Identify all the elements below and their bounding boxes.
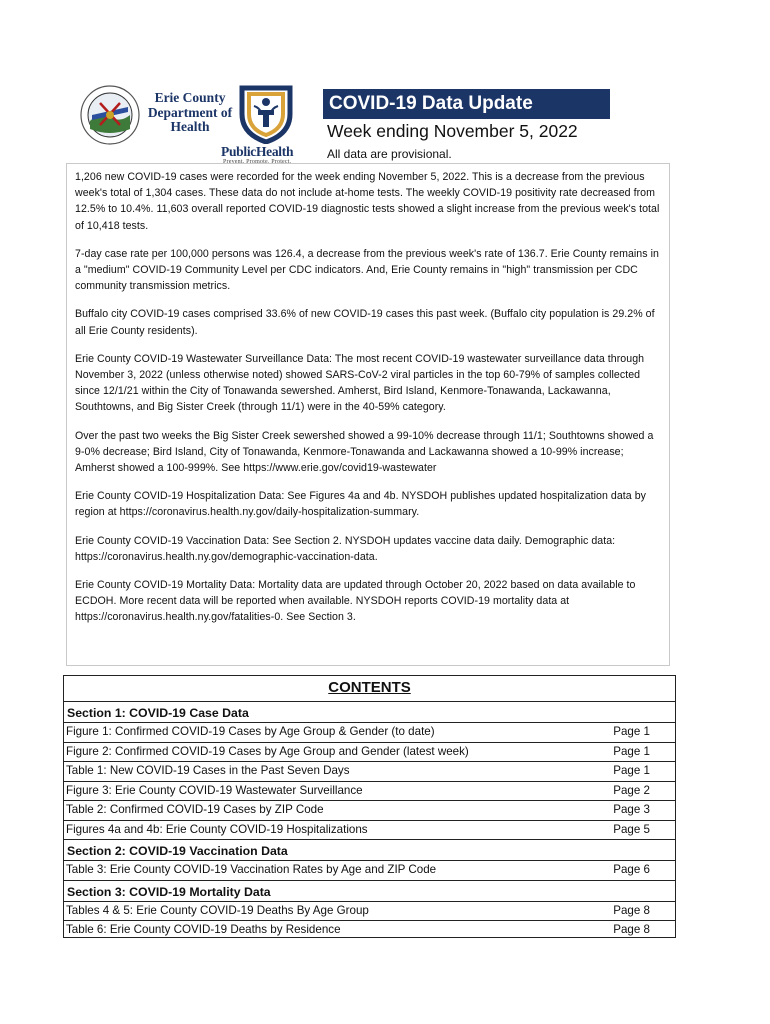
toc-row[interactable]: [64, 782, 675, 802]
report-title-banner: COVID-19 Data Update: [323, 89, 610, 119]
dept-line-1: Erie County: [154, 90, 226, 105]
toc-page: Page 1: [613, 725, 650, 738]
summary-paragraph: Erie County COVID-19 Vaccination Data: See Section 2. NYSDOH updates vaccine data daily. Demographic data: https://coronavirus.health.ny.gov/demographic-vaccination-data.: [75, 534, 616, 563]
summary-paragraph: Erie County COVID-19 Mortality Data: Mortality data are updated through October 20, 2022 based on data available to ECDOH. More recent data will be reported when available. NYSDOH reports COVID-19 mortality data at https://coronavirus.health.ny.gov/fatalities-0. See Section 3.: [75, 579, 636, 624]
toc-label: Figure 3: Erie County COVID-19 Wastewater Surveillance: [66, 783, 363, 797]
toc-page: Page 5: [613, 822, 650, 836]
summary-box: [66, 163, 670, 666]
section-heading: Section 2: COVID-19 Vaccination Data: [64, 840, 675, 861]
toc-label: Table 3: Erie County COVID-19 Vaccination Rates by Age and ZIP Code: [66, 863, 437, 876]
toc-page: Page 1: [613, 764, 650, 777]
contents-table: [63, 675, 676, 938]
dept-line-2: Department of: [147, 104, 233, 120]
toc-row[interactable]: [64, 801, 675, 821]
summary-paragraph: Over the past two weeks the Big Sister Creek sewershed showed a 99-10% decrease through 11/1; Southtowns showed a 9-0% decrease; Bird Island, City of Tonawanda, Kenmore-Tonawanda and Lackawanna showed a 10-99% increase; Amherst showed a 100-999%. See https://www.erie.gov/covid19-wastewater: [75, 429, 654, 475]
toc-label: Table 2: Confirmed COVID-19 Cases by ZIP Code: [66, 803, 324, 816]
toc-page: Page 3: [613, 803, 650, 816]
summary-paragraph: 7-day case rate per 100,000 persons was 126.4, a decrease from the previous week's rate of 136.7. Erie County remains in a "medium" COVID-19 Community Level per CDC indicators. And, Erie County remains in "high" transmission per CDC community transmission metrics.: [75, 247, 659, 293]
toc-page: Page 2: [613, 783, 650, 797]
summary-paragraph: 1,206 new COVID-19 cases were recorded for the week ending November 5, 2022. This is a decrease from the previous week's total of 1,304 cases. These data do not include at-home tests. The weekly COVID-19 positivity rate decreased from 12.5% to 10.4%. 11,603 overall reported COVID-19 diagnostic tests showed a slight increase from the previous week's total of 10,418 tests.: [75, 171, 660, 232]
toc-row[interactable]: [64, 861, 675, 881]
toc-row[interactable]: [64, 723, 675, 743]
public-health-shield-logo: [236, 84, 296, 144]
toc-label: Figures 4a and 4b: Erie County COVID-19 Hospitalizations: [66, 822, 368, 836]
toc-row[interactable]: [64, 902, 675, 922]
section-heading: Section 3: COVID-19 Mortality Data: [64, 881, 675, 902]
contents-title-text: CONTENTS: [328, 679, 411, 696]
toc-label: Figure 2: Confirmed COVID-19 Cases by Age Group and Gender (latest week): [66, 744, 469, 758]
section-heading: Section 1: COVID-19 Case Data: [64, 702, 675, 723]
public-health-wordmark: PublicHealth: [221, 144, 294, 159]
toc-row[interactable]: [64, 921, 675, 940]
provisional-note: All data are provisional.: [327, 147, 452, 161]
toc-page: Page 8: [613, 923, 650, 936]
toc-row[interactable]: [64, 821, 675, 841]
toc-label: Tables 4 & 5: Erie County COVID-19 Deaths By Age Group: [66, 903, 369, 917]
summary-paragraph: Erie County COVID-19 Wastewater Surveillance Data: The most recent COVID-19 wastewater surveillance data through November 3, 2022 (unless otherwise noted) showed SARS-CoV-2 viral particles in the top 60-79% of samples collected since 12/1/21 within the City of Tonawanda sewershed. Amherst, Bird Island, Kenmore-Tonawanda, Lackawanna, Southtowns, and Big Sister Creek (through 11/1) were in the 40-59% category.: [75, 352, 645, 414]
summary-paragraph: Buffalo city COVID-19 cases comprised 33.6% of new COVID-19 cases this past week. (Buffalo city population is 29.2% of all Erie County residents).: [75, 308, 655, 337]
toc-row[interactable]: [64, 762, 675, 782]
toc-label: Table 6: Erie County COVID-19 Deaths by Residence: [66, 923, 341, 936]
toc-label: Figure 1: Confirmed COVID-19 Cases by Age Group & Gender (to date): [66, 725, 435, 738]
toc-page: Page 8: [613, 903, 650, 917]
toc-row[interactable]: [64, 743, 675, 763]
toc-page: Page 1: [613, 744, 650, 758]
summary-paragraph: Erie County COVID-19 Hospitalization Data: See Figures 4a and 4b. NYSDOH publishes updated hospitalization data by region at https://coronavirus.health.ny.gov/daily-hospitalization-summary.: [75, 490, 647, 519]
contents-title: [63, 676, 676, 702]
public-health-tagline: Prevent. Promote. Protect.: [223, 159, 292, 165]
department-name: [138, 91, 242, 135]
county-seal-logo: [80, 85, 140, 145]
toc-page: Page 6: [613, 863, 650, 876]
toc-label: Table 1: New COVID-19 Cases in the Past Seven Days: [66, 764, 350, 777]
week-ending: Week ending November 5, 2022: [327, 121, 578, 141]
dept-line-3: Health: [170, 119, 210, 134]
